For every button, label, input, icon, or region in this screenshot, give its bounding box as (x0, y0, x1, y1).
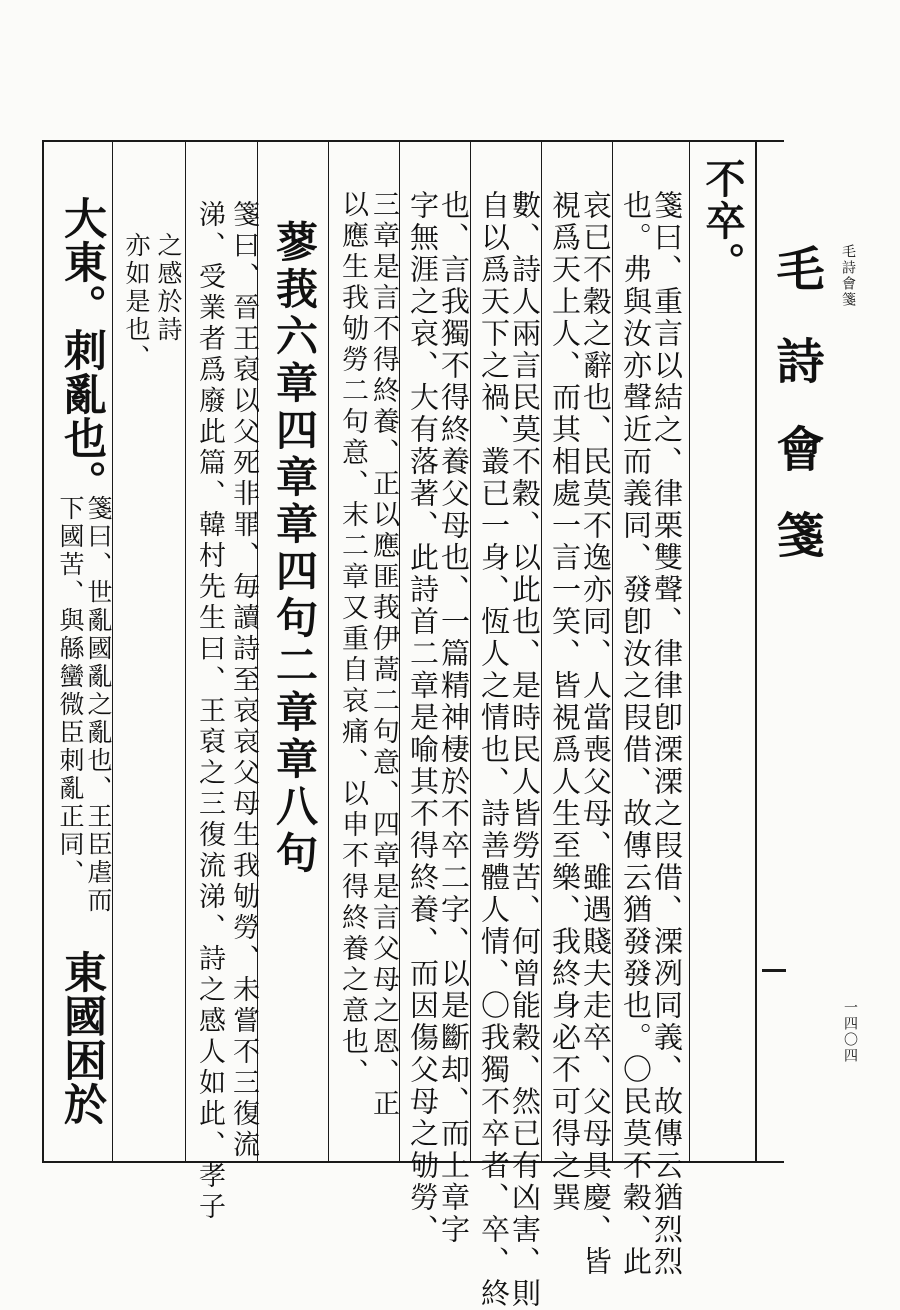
commentary-tail-1: 之感於詩 (154, 232, 183, 344)
commentary-tail-2: 亦如是也、 (122, 232, 151, 372)
chapter-summary: 蓼莪六章四章章四句二章章八句 (270, 220, 319, 878)
text-column-7: 也、言我獨不得終養父母也、一篇精神棲於不卒二字、以是斷却、而上章字 (437, 190, 471, 1246)
next-poem-note-1: 箋曰、世亂國亂之亂也、王臣虐而 (84, 495, 113, 915)
text-column-9: 三章是言不得終養、正以應匪莪伊蒿二句意、四章是言父母之恩、正 (368, 190, 399, 1120)
next-poem-note-2: 下國苦、與緜蠻微臣刺亂正同、 (56, 495, 85, 887)
column-divider (328, 142, 329, 1161)
commentary-column-1: 箋曰、晉王裒以父死非罪、毎讀詩至哀哀父母生我劬勞、未嘗不三復流 (228, 200, 259, 1161)
left-border (42, 140, 44, 1163)
text-column-6: 自以爲天下之禍、叢已一身、恆人之情也、詩善體人情、〇我獨不卒者、卒、終 (477, 190, 511, 1310)
next-poem-text: 東國困於 (57, 950, 107, 1126)
text-column-8: 字無涯之哀、大有落著、此詩首二章是喻其不得終養、而因傷父母之劬勞、 (406, 190, 440, 1246)
text-column-3: 哀已不穀之辭也、民莫不逸亦同、人當喪父母、雖遇賤夫走卒、父母具慶、皆 (579, 190, 613, 1278)
text-column-1: 箋曰、重言以結之、律栗雙聲、律律卽溧溧之叚借、溧冽同義、故傳云猶烈烈 (650, 190, 684, 1278)
text-column-2: 也。弗與汝亦聲近而義同、發卽汝之叚借、故傳云猶發發也。〇民莫不穀、此 (619, 190, 653, 1278)
book-title: 毛詩會箋 (840, 244, 856, 308)
column-divider (689, 142, 690, 1161)
text-column-5: 數、詩人兩言民莫不穀、以此也、是時民人皆勞苦、何曾能穀、然已有凶害、則 (508, 190, 542, 1310)
poem-end-title: 不卒。 (699, 158, 746, 284)
running-head-mark (762, 969, 786, 972)
page-number: 一四〇四 (842, 1000, 858, 1064)
running-head-char-4: 箋 (768, 510, 824, 558)
running-head-char-2: 詩 (768, 336, 824, 384)
top-rule (42, 140, 784, 142)
text-column-10: 以應生我劬勞二句意、末二章又重自哀痛、以申不得終養之意也、 (337, 190, 368, 1089)
running-head-char-3: 會 (768, 424, 824, 472)
running-head-char-1: 毛 (768, 244, 824, 292)
right-border (755, 140, 757, 1163)
text-column-4: 視爲天上人、而其相處一言一笑、皆視爲人生至樂、我終身必不可得之巽 (548, 190, 582, 1214)
commentary-column-2: 涕、受業者爲廢此篇、韓村先生曰、王裒之三復流涕、詩之感人如此、孝子 (194, 200, 225, 1223)
next-poem-title: 大東。刺亂也。 (57, 196, 107, 504)
